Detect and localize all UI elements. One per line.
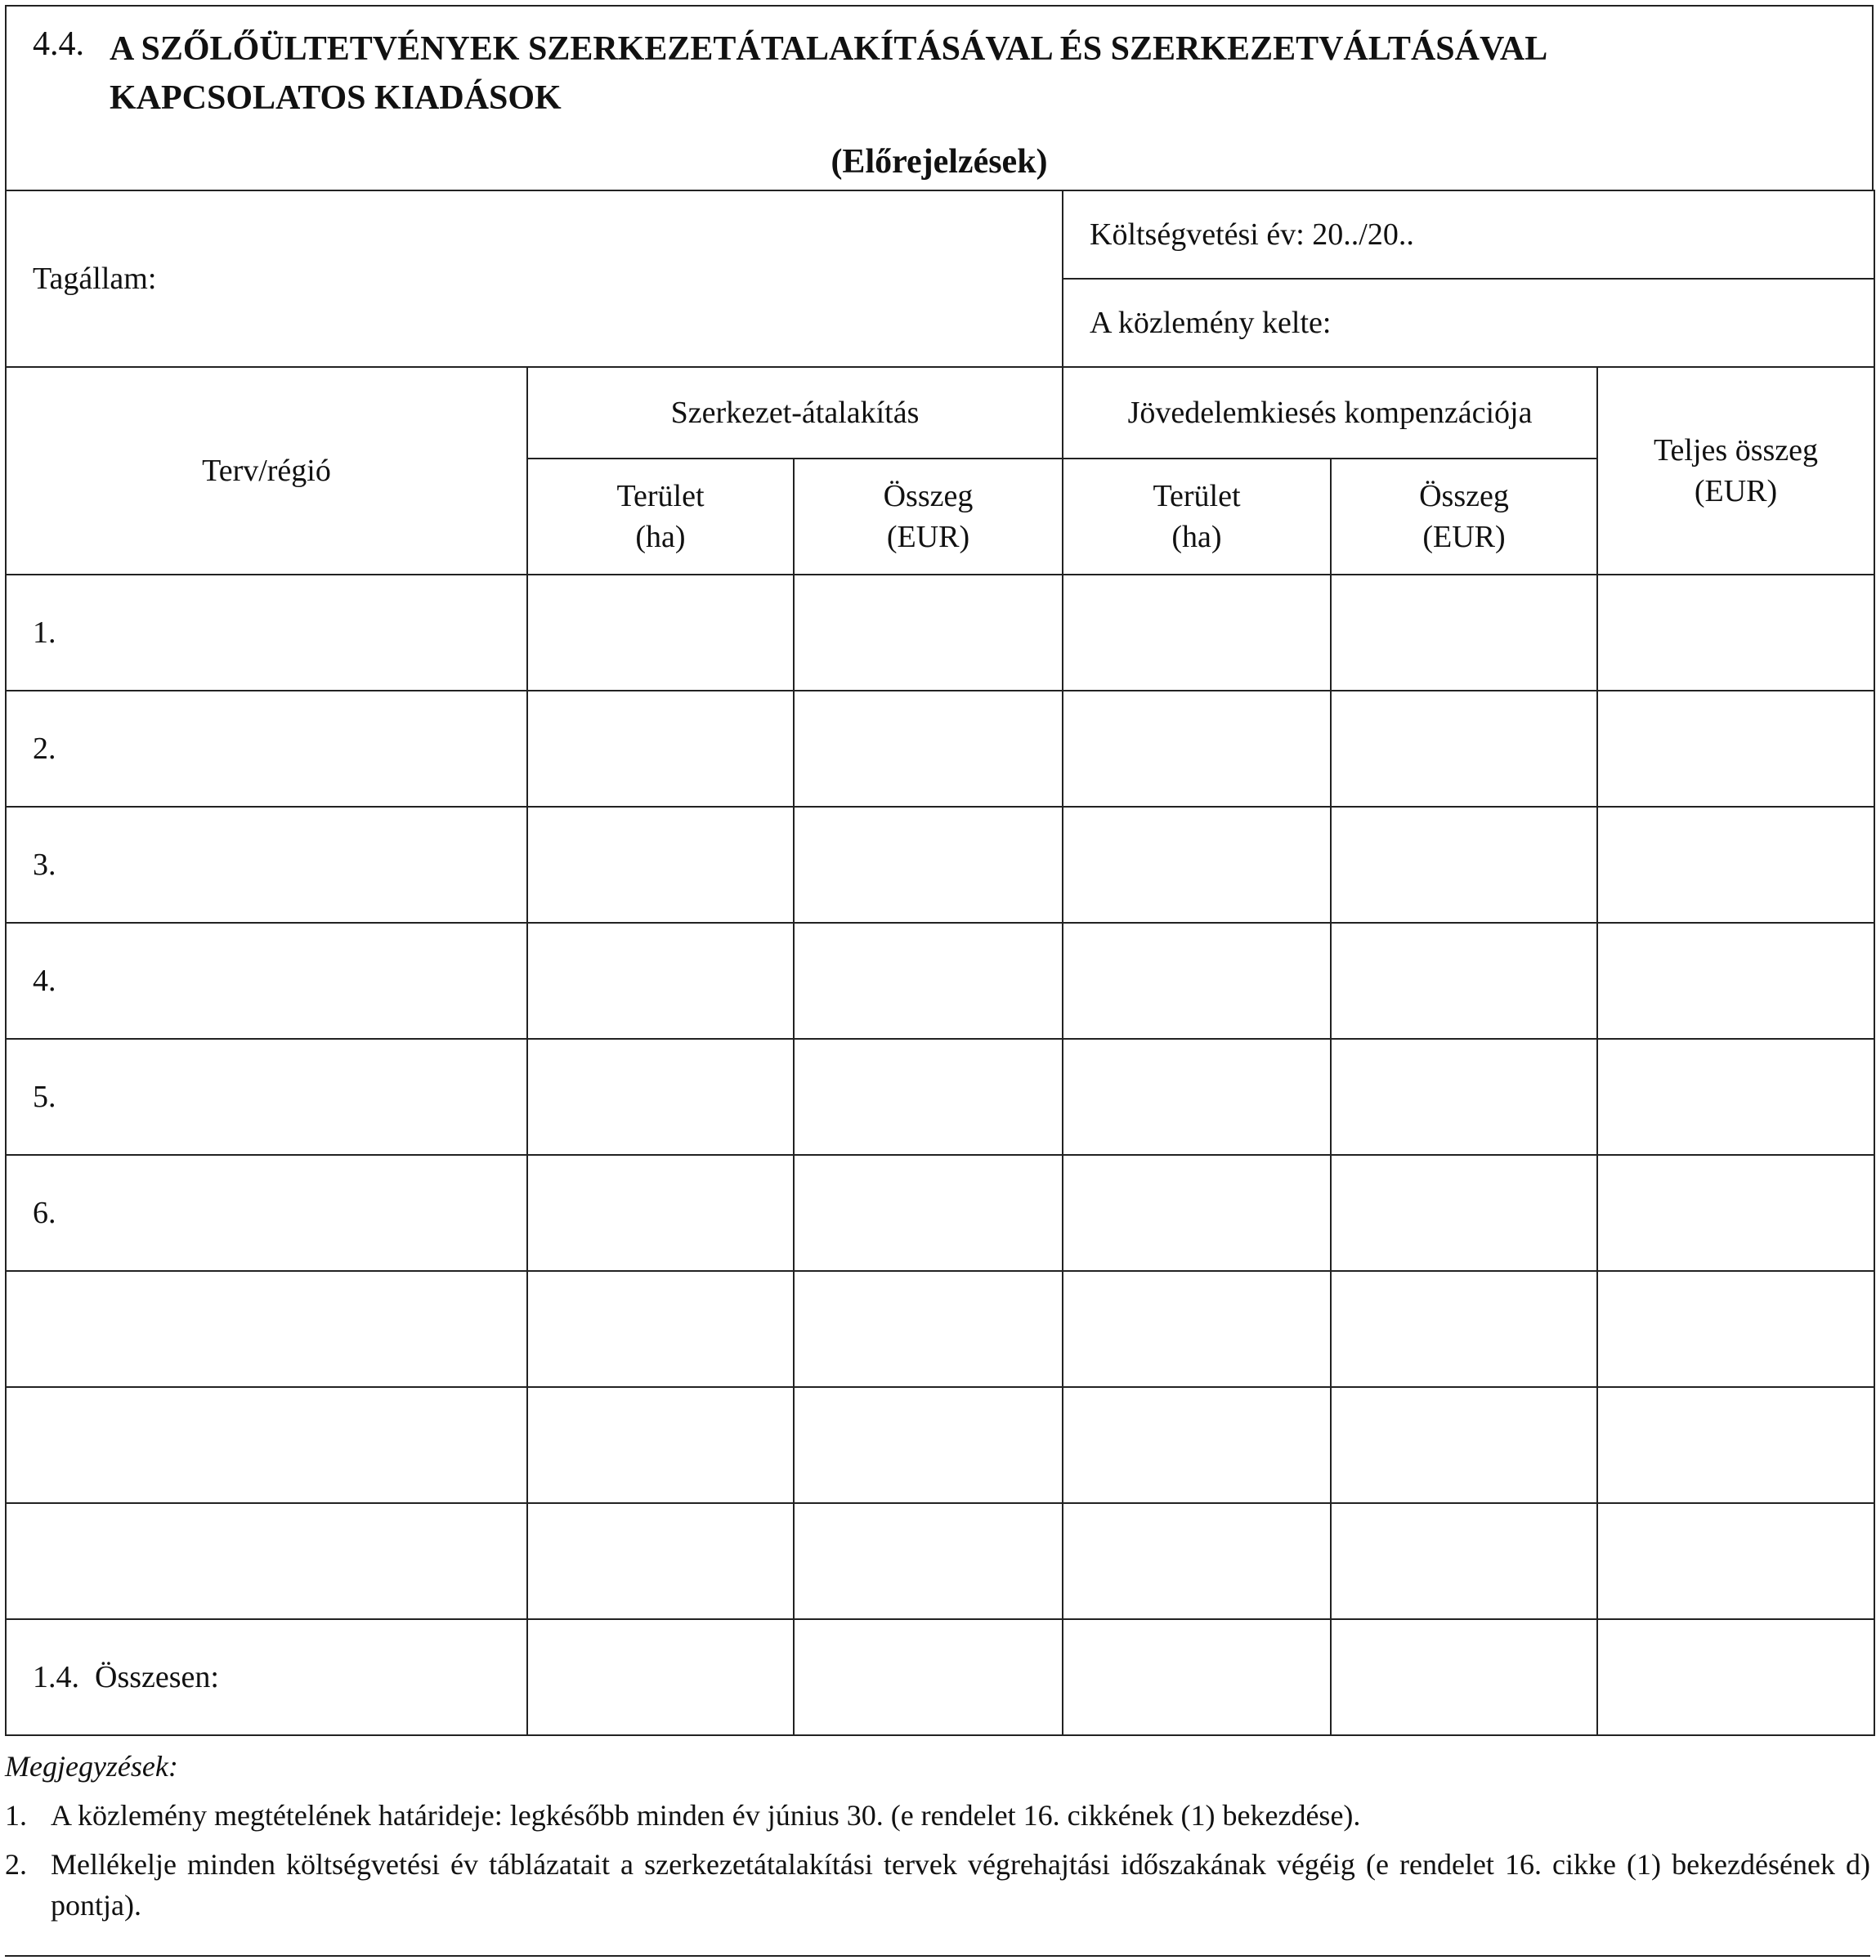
note-number: 2. [5,1848,27,1881]
data-cell[interactable] [1597,1503,1874,1619]
budget-year-field[interactable] [1063,190,1874,279]
data-cell[interactable] [527,1387,794,1503]
notification-date-field[interactable] [1063,279,1874,367]
total-cell[interactable] [794,1619,1063,1735]
row-label: 1. [6,575,527,691]
data-cell[interactable] [794,1271,1063,1387]
note-item [5,1844,1870,1926]
data-cell[interactable] [527,1039,794,1155]
table-body [6,575,1874,1619]
data-cell[interactable] [527,691,794,807]
data-cell[interactable] [1597,923,1874,1039]
data-cell[interactable] [1331,1503,1597,1619]
total-cell[interactable] [527,1619,794,1735]
compensation-amount-header [1331,459,1597,575]
data-cell[interactable] [1331,575,1597,691]
data-cell[interactable] [1331,691,1597,807]
data-cell[interactable] [794,1503,1063,1619]
notification-date-label: A közlemény kelte: [1090,306,1332,340]
col-total-line1: Teljes összeg [1654,433,1819,468]
row-label: 2. [6,691,527,807]
budget-year-label: Költségvetési év: 20../20.. [1090,217,1414,252]
note-item [5,1795,1870,1836]
table-row [6,1039,1874,1155]
section-subtitle: (Előrejelzések) [831,143,1048,181]
total-cell[interactable] [1331,1619,1597,1735]
data-cell[interactable] [527,575,794,691]
table-row [6,691,1874,807]
table-row [6,1155,1874,1271]
row-label [6,1387,527,1503]
data-cell[interactable] [1597,575,1874,691]
row-label [6,1271,527,1387]
data-cell[interactable] [527,923,794,1039]
section-title-line1: A SZŐLŐÜLTETVÉNYEK SZERKEZETÁTALAKÍTÁSÁVAL ÉS SZERKEZETVÁLTÁSÁVAL [110,30,1548,68]
table-row [6,1271,1874,1387]
data-cell[interactable] [1597,807,1874,923]
compensation-area-header [1063,459,1331,575]
data-cell[interactable] [1063,575,1331,691]
restructuring-area-header [527,459,794,575]
area-unit: (ha) [1171,520,1222,554]
total-row-label: 1.4. Összesen: [6,1619,527,1735]
data-cell[interactable] [1063,1155,1331,1271]
data-cell[interactable] [1597,1271,1874,1387]
data-cell[interactable] [1063,1271,1331,1387]
amount-label: Összeg [1419,479,1509,513]
data-cell[interactable] [1331,1155,1597,1271]
row-label: 5. [6,1039,527,1155]
section-title-line2: KAPCSOLATOS KIADÁSOK [110,79,562,117]
data-cell[interactable] [1331,923,1597,1039]
data-cell[interactable] [527,1271,794,1387]
restructuring-amount-header [794,459,1063,575]
table-row [6,923,1874,1039]
data-cell[interactable] [1331,807,1597,923]
total-cell[interactable] [1597,1619,1874,1735]
notes [5,1749,1870,1934]
data-cell[interactable] [1063,923,1331,1039]
col-plan-header: Terv/régió [6,367,527,575]
data-cell[interactable] [527,807,794,923]
section-title [110,25,1826,123]
data-cell[interactable] [1597,691,1874,807]
bottom-divider [5,1955,1870,1957]
section-number: 4.4. [33,25,84,63]
table-row [6,1503,1874,1619]
area-label: Terület [1153,479,1241,513]
group-compensation-header: Jövedelemkiesés kompenzációja [1063,367,1597,459]
note-number: 1. [5,1799,27,1832]
data-cell[interactable] [794,691,1063,807]
table-row [6,575,1874,691]
title-box [5,5,1874,191]
member-state-field[interactable] [6,190,1063,367]
data-cell[interactable] [794,1039,1063,1155]
data-cell[interactable] [1063,807,1331,923]
row-label: 6. [6,1155,527,1271]
data-cell[interactable] [1597,1039,1874,1155]
data-cell[interactable] [794,575,1063,691]
col-total-line2: (EUR) [1694,474,1778,508]
data-cell[interactable] [527,1503,794,1619]
total-row [6,1619,1874,1735]
table-row [6,1387,1874,1503]
note-text: A közlemény megtételének határideje: legkésőbb minden év június 30. (e rendelet 16. cikkének (1) bekezdése). [51,1799,1361,1832]
data-cell[interactable] [1331,1039,1597,1155]
data-cell[interactable] [1597,1155,1874,1271]
data-cell[interactable] [1597,1387,1874,1503]
member-state-label: Tagállam: [33,262,157,296]
total-cell[interactable] [1063,1619,1331,1735]
data-cell[interactable] [1063,1503,1331,1619]
data-cell[interactable] [1331,1387,1597,1503]
area-unit: (ha) [635,520,686,554]
note-text: Mellékelje minden költségvetési év táblázatait a szerkezetátalakítási tervek végrehajtási időszakának végéig (e rendelet 16. cikke (1) bekezdésének d) pontja). [51,1848,1870,1922]
amount-label: Összeg [883,479,974,513]
amount-unit: (EUR) [1422,520,1506,554]
row-label [6,1503,527,1619]
data-cell[interactable] [527,1155,794,1271]
notes-heading: Megjegyzések: [5,1750,178,1783]
data-cell[interactable] [794,807,1063,923]
data-cell[interactable] [1063,1387,1331,1503]
col-total-header [1597,367,1874,575]
data-cell[interactable] [1063,691,1331,807]
data-cell[interactable] [1063,1039,1331,1155]
data-cell[interactable] [1331,1271,1597,1387]
group-restructuring-header: Szerkezet-átalakítás [527,367,1063,459]
table-row [6,807,1874,923]
row-label: 3. [6,807,527,923]
data-cell[interactable] [794,1155,1063,1271]
data-cell[interactable] [794,923,1063,1039]
area-label: Terület [616,479,705,513]
amount-unit: (EUR) [886,520,970,554]
data-cell[interactable] [794,1387,1063,1503]
row-label: 4. [6,923,527,1039]
forecast-form [5,5,1874,1736]
forecast-table [5,190,1875,1736]
